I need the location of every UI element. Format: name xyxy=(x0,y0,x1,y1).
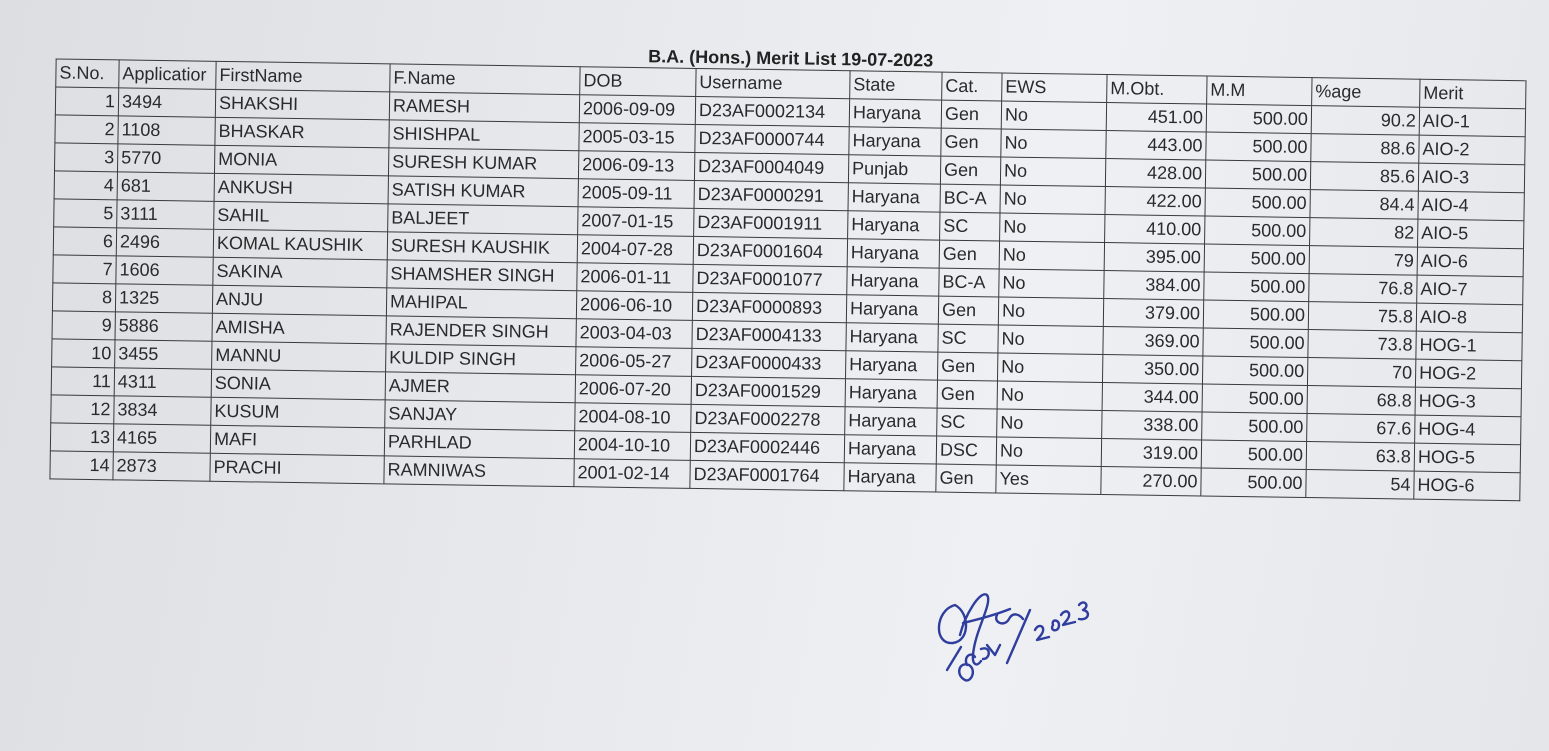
cell-percentage: 79 xyxy=(1309,246,1417,276)
cell-application: 3834 xyxy=(114,396,211,425)
cell-dob: 2003-04-03 xyxy=(576,319,692,349)
cell-fname: SHAMSHER SINGH xyxy=(387,260,577,291)
cell-ews: Yes xyxy=(996,465,1101,495)
cell-fname: RAMNIWAS xyxy=(384,456,574,487)
cell-application: 3494 xyxy=(118,88,215,117)
cell-state: Haryana xyxy=(844,463,936,492)
cell-fname: RAJENDER SINGH xyxy=(386,316,576,347)
cell-fname: AJMER xyxy=(385,372,575,403)
cell-sno: 7 xyxy=(53,255,116,284)
cell-firstname: ANJU xyxy=(212,285,386,316)
cell-state: Haryana xyxy=(849,127,941,156)
merit-list-sheet xyxy=(19,36,1526,528)
cell-max-marks: 500.00 xyxy=(1202,412,1307,442)
cell-category: Gen xyxy=(939,240,999,269)
cell-marks-obtained: 344.00 xyxy=(1102,383,1202,412)
cell-fname: KULDIP SINGH xyxy=(386,344,576,375)
cell-sno: 9 xyxy=(52,311,115,340)
cell-percentage: 63.8 xyxy=(1306,442,1414,472)
cell-max-marks: 500.00 xyxy=(1204,244,1309,274)
cell-dob: 2005-09-11 xyxy=(578,179,694,209)
cell-state: Punjab xyxy=(848,155,940,184)
cell-percentage: 75.8 xyxy=(1308,302,1416,332)
cell-merit: AIO-6 xyxy=(1417,247,1523,277)
cell-percentage: 67.6 xyxy=(1307,414,1415,444)
cell-firstname: MAFI xyxy=(210,425,384,456)
cell-category: SC xyxy=(937,408,997,437)
cell-ews: No xyxy=(997,353,1102,383)
cell-percentage: 88.6 xyxy=(1311,134,1419,164)
cell-state: Haryana xyxy=(848,183,940,212)
cell-category: Gen xyxy=(937,380,997,409)
cell-fname: SHISHPAL xyxy=(389,120,579,151)
column-header-category: Cat. xyxy=(942,72,1002,101)
cell-ews: No xyxy=(1001,129,1106,159)
cell-firstname: MANNU xyxy=(212,341,386,372)
cell-state: Haryana xyxy=(847,239,939,268)
cell-marks-obtained: 384.00 xyxy=(1104,271,1204,300)
cell-sno: 6 xyxy=(53,227,116,256)
column-header-merit: Merit xyxy=(1420,79,1526,109)
cell-application: 2496 xyxy=(116,228,213,257)
cell-fname: SURESH KAUSHIK xyxy=(387,232,577,263)
column-header-username: Username xyxy=(696,68,850,98)
cell-state: Haryana xyxy=(846,323,938,352)
cell-merit: AIO-3 xyxy=(1418,163,1524,193)
cell-marks-obtained: 369.00 xyxy=(1103,327,1203,356)
cell-merit: HOG-3 xyxy=(1415,387,1521,417)
column-header-application: Applicatior xyxy=(119,60,216,89)
cell-dob: 2006-05-27 xyxy=(576,347,692,377)
cell-fname: SURESH KUMAR xyxy=(388,148,578,179)
cell-ews: No xyxy=(1000,157,1105,187)
cell-merit: HOG-1 xyxy=(1416,331,1522,361)
column-header-percentage: %age xyxy=(1312,78,1420,108)
cell-percentage: 73.8 xyxy=(1308,330,1416,360)
cell-max-marks: 500.00 xyxy=(1204,272,1309,302)
cell-ews: No xyxy=(999,269,1104,299)
cell-fname: MAHIPAL xyxy=(386,288,576,319)
cell-firstname: SHAKSHI xyxy=(215,89,389,120)
cell-firstname: KUSUM xyxy=(211,397,385,428)
cell-percentage: 76.8 xyxy=(1309,274,1417,304)
cell-fname: BALJEET xyxy=(388,204,578,235)
cell-application: 1606 xyxy=(116,256,213,285)
cell-ews: No xyxy=(996,437,1101,467)
cell-ews: No xyxy=(997,381,1102,411)
column-header-state: State xyxy=(850,71,942,100)
cell-username: D23AF0001911 xyxy=(694,208,848,238)
cell-fname: SANJAY xyxy=(385,400,575,431)
cell-marks-obtained: 443.00 xyxy=(1106,131,1206,160)
cell-dob: 2004-10-10 xyxy=(574,431,690,461)
cell-username: D23AF0000291 xyxy=(694,180,848,210)
cell-ews: No xyxy=(997,409,1102,439)
cell-firstname: SAKINA xyxy=(213,257,387,288)
cell-username: D23AF0002446 xyxy=(690,432,844,462)
cell-max-marks: 500.00 xyxy=(1202,356,1307,386)
cell-percentage: 90.2 xyxy=(1311,106,1419,136)
cell-percentage: 70 xyxy=(1307,358,1415,388)
cell-marks-obtained: 395.00 xyxy=(1104,243,1204,272)
cell-sno: 4 xyxy=(54,171,117,200)
cell-max-marks: 500.00 xyxy=(1201,468,1306,498)
cell-firstname: ANKUSH xyxy=(214,173,388,204)
cell-username: D23AF0001529 xyxy=(691,376,845,406)
cell-firstname: SONIA xyxy=(211,369,385,400)
column-header-ews: EWS xyxy=(1002,73,1107,103)
cell-max-marks: 500.00 xyxy=(1205,160,1310,190)
cell-dob: 2004-07-28 xyxy=(577,235,693,265)
cell-firstname: BHASKAR xyxy=(215,117,389,148)
cell-application: 1108 xyxy=(118,116,215,145)
cell-application: 4311 xyxy=(114,368,211,397)
cell-username: D23AF0001077 xyxy=(693,264,847,294)
cell-sno: 3 xyxy=(55,143,118,172)
cell-marks-obtained: 350.00 xyxy=(1102,355,1202,384)
cell-firstname: SAHIL xyxy=(214,201,388,232)
cell-percentage: 85.6 xyxy=(1310,162,1418,192)
signature-image xyxy=(925,575,1115,725)
cell-sno: 5 xyxy=(54,199,117,228)
cell-application: 1325 xyxy=(115,284,212,313)
cell-state: Haryana xyxy=(848,211,940,240)
cell-sno: 13 xyxy=(50,423,113,452)
cell-ews: No xyxy=(999,241,1104,271)
cell-state: Haryana xyxy=(847,267,939,296)
cell-category: SC xyxy=(940,212,1000,241)
cell-marks-obtained: 422.00 xyxy=(1105,187,1205,216)
column-header-sno: S.No. xyxy=(56,59,119,88)
cell-merit: HOG-2 xyxy=(1415,359,1521,389)
cell-application: 3455 xyxy=(115,340,212,369)
cell-marks-obtained: 338.00 xyxy=(1102,411,1202,440)
cell-sno: 12 xyxy=(51,395,114,424)
cell-category: Gen xyxy=(937,352,997,381)
cell-application: 3111 xyxy=(117,200,214,229)
cell-merit: HOG-5 xyxy=(1414,443,1520,473)
cell-application: 5770 xyxy=(117,144,214,173)
cell-max-marks: 500.00 xyxy=(1201,440,1306,470)
cell-category: DSC xyxy=(936,436,996,465)
cell-marks-obtained: 379.00 xyxy=(1103,299,1203,328)
cell-ews: No xyxy=(1001,101,1106,131)
cell-category: SC xyxy=(938,324,998,353)
cell-fname: RAMESH xyxy=(389,92,579,123)
cell-dob: 2005-03-15 xyxy=(579,123,695,153)
cell-max-marks: 500.00 xyxy=(1203,328,1308,358)
cell-dob: 2006-09-09 xyxy=(579,95,695,125)
cell-firstname: AMISHA xyxy=(212,313,386,344)
cell-percentage: 82 xyxy=(1310,218,1418,248)
cell-max-marks: 500.00 xyxy=(1202,384,1307,414)
cell-sno: 10 xyxy=(52,339,115,368)
cell-sno: 11 xyxy=(51,367,114,396)
cell-marks-obtained: 428.00 xyxy=(1105,159,1205,188)
cell-firstname: KOMAL KAUSHIK xyxy=(213,229,387,260)
cell-marks-obtained: 410.00 xyxy=(1105,215,1205,244)
cell-application: 681 xyxy=(117,172,214,201)
cell-category: BC-A xyxy=(940,184,1000,213)
cell-username: D23AF0004133 xyxy=(692,320,846,350)
cell-percentage: 54 xyxy=(1306,470,1414,500)
cell-category: Gen xyxy=(940,156,1000,185)
cell-state: Haryana xyxy=(849,99,941,128)
cell-state: Haryana xyxy=(845,379,937,408)
cell-percentage: 84.4 xyxy=(1310,190,1418,220)
cell-merit: AIO-4 xyxy=(1418,191,1524,221)
cell-marks-obtained: 270.00 xyxy=(1101,466,1201,495)
cell-ews: No xyxy=(998,297,1103,327)
column-header-marks-obtained: M.Obt. xyxy=(1107,75,1207,104)
cell-sno: 2 xyxy=(55,115,118,144)
cell-max-marks: 500.00 xyxy=(1205,188,1310,218)
cell-username: D23AF0001604 xyxy=(693,236,847,266)
column-header-max-marks: M.M xyxy=(1207,76,1312,106)
cell-dob: 2006-01-11 xyxy=(577,263,693,293)
cell-firstname: PRACHI xyxy=(210,453,384,484)
cell-merit: HOG-6 xyxy=(1414,471,1520,501)
cell-category: Gen xyxy=(936,464,996,493)
cell-username: D23AF0001764 xyxy=(690,460,844,490)
cell-sno: 14 xyxy=(50,451,113,480)
cell-merit: HOG-4 xyxy=(1415,415,1521,445)
cell-category: Gen xyxy=(938,296,998,325)
cell-state: Haryana xyxy=(845,407,937,436)
cell-category: BC-A xyxy=(939,268,999,297)
cell-dob: 2001-02-14 xyxy=(574,459,690,489)
column-header-firstname: FirstName xyxy=(216,61,390,92)
column-header-fname: F.Name xyxy=(390,64,580,95)
cell-firstname: MONIA xyxy=(214,145,388,176)
cell-ews: No xyxy=(1000,185,1105,215)
cell-username: D23AF0002278 xyxy=(691,404,845,434)
cell-username: D23AF0000893 xyxy=(692,292,846,322)
cell-state: Haryana xyxy=(846,351,938,380)
cell-dob: 2006-07-20 xyxy=(575,375,691,405)
cell-application: 4165 xyxy=(113,424,210,453)
page-title: B.A. (Hons.) Merit List 19-07-2023 xyxy=(648,46,934,71)
cell-ews: No xyxy=(998,325,1103,355)
cell-application: 5886 xyxy=(115,312,212,341)
cell-fname: PARHLAD xyxy=(384,428,574,459)
cell-username: D23AF0002134 xyxy=(695,96,849,126)
cell-max-marks: 500.00 xyxy=(1203,300,1308,330)
cell-marks-obtained: 319.00 xyxy=(1101,439,1201,468)
cell-merit: AIO-1 xyxy=(1419,107,1525,137)
cell-merit: AIO-8 xyxy=(1416,303,1522,333)
cell-dob: 2006-09-13 xyxy=(578,151,694,181)
cell-dob: 2004-08-10 xyxy=(575,403,691,433)
column-header-dob: DOB xyxy=(580,67,696,97)
cell-state: Haryana xyxy=(844,435,936,464)
cell-max-marks: 500.00 xyxy=(1206,132,1311,162)
cell-fname: SATISH KUMAR xyxy=(388,176,578,207)
merit-table xyxy=(49,58,1526,501)
cell-username: D23AF0000744 xyxy=(695,124,849,154)
cell-sno: 1 xyxy=(55,87,118,116)
cell-username: D23AF0000433 xyxy=(692,348,846,378)
cell-percentage: 68.8 xyxy=(1307,386,1415,416)
cell-category: Gen xyxy=(941,100,1001,129)
cell-username: D23AF0004049 xyxy=(694,152,848,182)
cell-max-marks: 500.00 xyxy=(1206,104,1311,134)
cell-merit: AIO-7 xyxy=(1417,275,1523,305)
cell-merit: AIO-2 xyxy=(1419,135,1525,165)
cell-dob: 2007-01-15 xyxy=(578,207,694,237)
cell-marks-obtained: 451.00 xyxy=(1106,103,1206,132)
cell-dob: 2006-06-10 xyxy=(576,291,692,321)
cell-sno: 8 xyxy=(52,283,115,312)
cell-application: 2873 xyxy=(113,452,210,481)
cell-state: Haryana xyxy=(846,295,938,324)
cell-category: Gen xyxy=(941,128,1001,157)
cell-merit: AIO-5 xyxy=(1418,219,1524,249)
cell-ews: No xyxy=(1000,213,1105,243)
cell-max-marks: 500.00 xyxy=(1205,216,1310,246)
